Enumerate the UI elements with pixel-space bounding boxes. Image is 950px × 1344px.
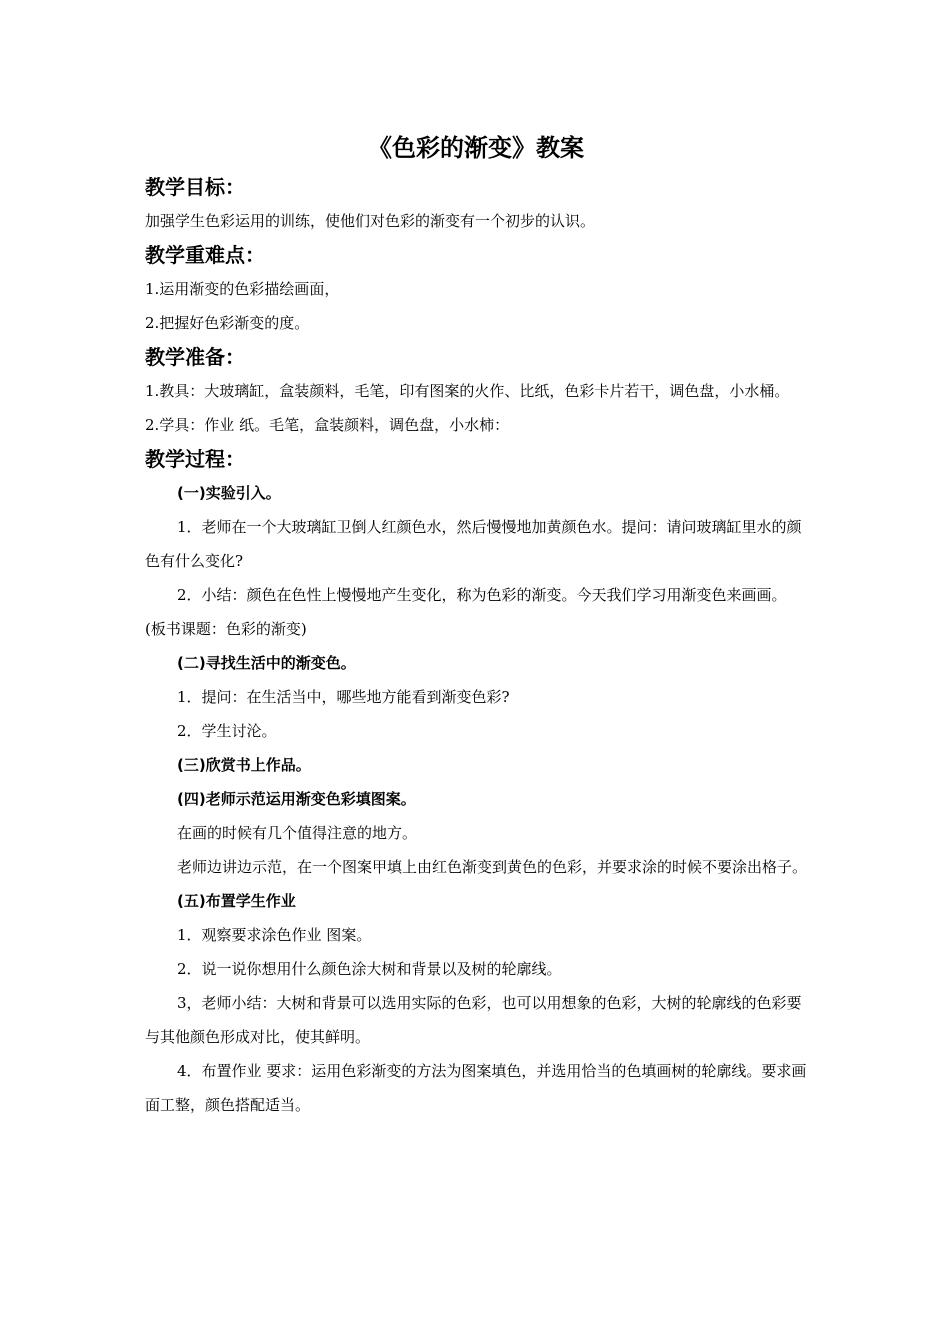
key-point-item: 2.把握好色彩渐变的度。 bbox=[145, 314, 310, 332]
objectives-heading: 教学目标： bbox=[145, 175, 245, 199]
step-line: 4．布置作业 要求：运用色彩渐变的方法为图案填色，并选用恰当的色填画树的轮廓线。要求画面工整，颜色搭配适当。 bbox=[145, 1062, 807, 1114]
step-heading: (五)布置学生作业 bbox=[177, 892, 296, 910]
document-page bbox=[145, 128, 807, 1122]
process-heading: 教学过程： bbox=[145, 447, 245, 471]
document-title: 《色彩的渐变》教案 bbox=[368, 134, 584, 162]
step-line: 老师边讲边示范，在一个图案甲填上由红色渐变到黄色的色彩，并要求涂的时候不要涂出格子。 bbox=[177, 858, 808, 876]
step-line: 在画的时候有几个值得注意的地方。 bbox=[177, 824, 418, 842]
step-line: 3，老师小结：大树和背景可以选用实际的色彩，也可以用想象的色彩，大树的轮廓线的色彩要与其他颜色形成对比，使其鲜明。 bbox=[145, 994, 802, 1046]
step-heading: (二)寻找生活中的渐变色。 bbox=[177, 654, 356, 672]
step-heading: (四)老师示范运用渐变色彩填图案。 bbox=[177, 790, 416, 808]
step-heading: (一)实验引入。 bbox=[177, 484, 281, 502]
objectives-text: 加强学生色彩运用的训练，使他们对色彩的渐变有一个初步的认识。 bbox=[145, 212, 596, 230]
step-line: 2．小结：颜色在色性上慢慢地产生变化，称为色彩的渐变。今天我们学习用渐变色来画画。(板书课题：色彩的渐变) bbox=[145, 586, 787, 638]
step-line: 2．学生讨沦。 bbox=[177, 722, 277, 740]
step-line: 2．说一说你想用什么颜色涂大树和背景以及树的轮廓线。 bbox=[177, 960, 562, 978]
key-points-heading: 教学重难点： bbox=[145, 243, 265, 267]
preparation-item: 1.教具：大玻璃缸，盒装颜料，毛笔，印有图案的火作、比纸，色彩卡片若干，调色盘，小水桶。 bbox=[145, 382, 790, 400]
preparation-heading: 教学准备： bbox=[145, 345, 245, 369]
step-line: 1．老师在一个大玻璃缸卫倒人红颜色水，然后慢慢地加黄颜色水。提问：请问玻璃缸里水的颜色有什么变化? bbox=[145, 518, 802, 570]
step-line: 1．提问：在生活当中，哪些地方能看到渐变色彩? bbox=[177, 688, 510, 706]
preparation-item: 2.学具：作业 纸。毛笔，盒装颜料，调色盘，小水柿： bbox=[145, 416, 510, 434]
step-line: 1．观察要求涂色作业 图案。 bbox=[177, 926, 372, 944]
step-heading: (三)欣赏书上作品。 bbox=[177, 756, 311, 774]
key-point-item: 1.运用渐变的色彩描绘画面， bbox=[145, 280, 340, 298]
